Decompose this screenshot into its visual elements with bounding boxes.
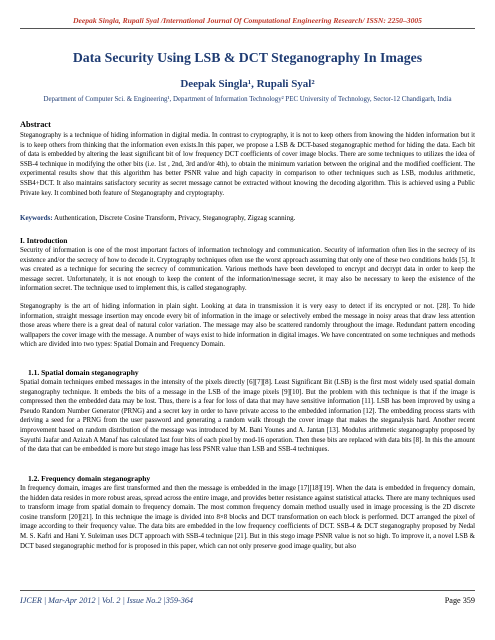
intro-paragraph-1: Security of information is one of the most important factors of information technology and communication. Security of information often lies in the secrecy of its existence and/or the secrecy of how to decode it. Cryptography techniques often use the worst approach assuming that only one of these two conditions holds [5]. It was created as a technique for securing the secrecy of communication. Various methods have been developed to encrypt and decrypt data in order to keep the message secret. Unfortunately, it is not enough to keep the content of the information/message secret, it may also be necessary to keep the existence of the information secret. The technique used to implement this, is called steganography. <box>20 247 475 293</box>
journal-citation: IJCER | Mar-Apr 2012 | Vol. 2 | Issue No.2 |359-364 <box>20 596 194 605</box>
paper-authors: Deepak Singla¹, Rupali Syal² <box>180 78 315 90</box>
section-heading-frequency: 1.2. Frequency domain steganography <box>28 474 151 483</box>
page-number: Page 359 <box>444 596 475 605</box>
running-head: Deepak Singla, Rupali Syal /International Journal Of Computational Engineering Research/ ISSN: 2250–3005 <box>73 16 422 25</box>
section-heading-introduction: I. Introduction <box>20 236 68 245</box>
section-heading-spatial: 1.1. Spatial domain steganography <box>28 368 139 377</box>
intro-paragraph-2: Steganography is the art of hiding information in plain sight. Looking at data in transmission it is very easy to detect if its encrypted or not. [28]. To hide information, straight message insertion may encode every bit of information in the image or selectively embed the message in noisy areas that draw less attention those areas where there is a great deal of natural color variation. The message may also be scattered randomly throughout the image. Redundant pattern encoding wallpapers the cover image with the message. A number of ways exist to hide information in digital images. We have concentrated on some techniques and methods which are divided into two types: Spatial Domain and Frequency Domain. <box>20 303 475 349</box>
abstract-heading: Abstract <box>20 120 51 129</box>
keywords-text: Authentication, Discrete Cosine Transform, Privacy, Steganography, Zigzag scanning. <box>54 214 296 222</box>
header-rule <box>20 28 475 29</box>
frequency-paragraph: In frequency domain, images are first transformed and then the message is embedded in the image [17][18][19]. When the data is embedded in frequency domain, the hidden data resides in more robust areas, spread across the entire image, and provides better resistance against statistical attacks. There are many techniques used to transform image from spatial domain to frequency domain. The most common frequency domain method usually used in image processing is the 2D discrete cosine transform [20][21]. In this technique the image is divided into 8×8 blocks and DCT transformation on each block is performed. DCT arranged the pixel of image according to their frequency value. The data bits are embedded in the low frequency coefficients of DCT. SSB-4 & DCT steganography proposed by Nedal M. S. Kafri and Hani Y. Suleiman uses DCT approach with SSB-4 technique [21]. But in this stego image PSNR value is not so high. To improve it, a novel LSB & DCT based steganographic method for is proposed in this paper, which can not only preserve good image quality, but also <box>20 485 475 550</box>
paper-title: Data Security Using LSB & DCT Steganography In Images <box>72 50 423 65</box>
footer-rule <box>20 590 475 591</box>
abstract-text: Steganography is a technique of hiding information in digital media. In contrast to cryptography, it is not to keep others from knowing the hidden information but it is to keep others from thinking that the information even exists.In this paper, we propose a LSB & DCT-based steganographic method for hiding the data. Each bit of data is embedded by altering the least significant bit of low frequency DCT coefficients of cover image blocks. There are some techniques to utilizes the idea of SSB-4 technique in modifying the other bits (i.e. 1st , 2nd, 3rd and/or 4th), to obtain the minimum variation between the original and the modified coefficient. The experimental results show that this algorithm has better PSNR value and high capacity in comparison to other techniques such as LSB, modulus arithmetic, SSB4+DCT. It also maintains satisfactory security as secret message cannot be extracted without knowing the decoding algorithm. This is achieved using a Public Private key. It combined both feature of Steganography and cryptography. <box>20 132 475 197</box>
keywords-line <box>20 214 475 223</box>
spatial-paragraph: Spatial domain techniques embed messages in the intensity of the pixels directly [6][7][8]. Least Significant Bit (LSB) is the first most widely used spatial domain steganography technique. It embeds the bits of a message in the LSB of the image pixels [9][10]. But the problem with this technique is that if the image is compressed then the embedded data may be lost. Thus, there is a fear for loss of data that may have sensitive information [11]. LSB has been improved by using a Pseudo Random Number Generator (PRNG) and a secret key in order to have private access to the embedded information [12]. The embedding process starts with deriving a seed for a PRNG from the user password and generating a random walk through the cover image that makes the steganalysis hard. Another recent improvement based on random distribution of the message was introduced by M. Bani Younes and A. Jantan [13]. Modulus arithmetic steganography proposed by Sayuthi Jaafar and Azizah A Manaf has calculated last four bits of each pixel by mod-16 operation. Then these bits are replaced with data bits [8]. In this the amount of the data that can be embedded is more but stego image has less PSNR value than LSB and SSB-4 techniques. <box>20 379 475 454</box>
keywords-label: Keywords: <box>20 214 53 222</box>
author-affiliation: Department of Computer Sci. & Engineering¹, Department of Information Technology² PEC University of Technology, Sector-12 Chandigarh, India <box>43 96 452 103</box>
